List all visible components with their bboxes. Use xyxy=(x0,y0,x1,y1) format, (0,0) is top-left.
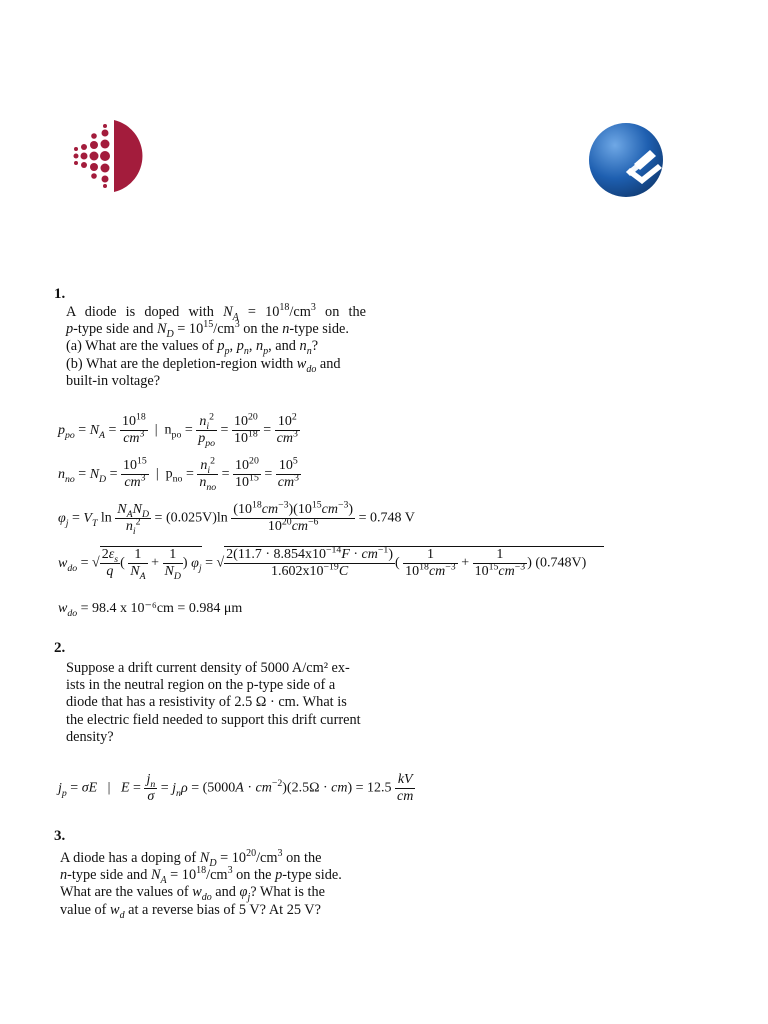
equation-built-in-voltage: $\varphi_j = V_T$ ln $\frac{N_AN_D}{n_i^2}$ = (0.025V)ln $\frac{(10^{18}cm^{-3})(10^{15}cm^{-3})}{10^{20}cm^{-6}}$ = 0.748 V xyxy=(58,499,415,537)
equation-electric-field: $j_p = \sigma E$ | E = $\frac{j_n}{\sigma}$ = $j_n\rho = (5000A \cdot cm^{-2})(2.5\Omega \cdot cm) = 12.5$ $\frac{kV}{cm}$ xyxy=(58,772,414,804)
problem-2-text xyxy=(66,660,368,746)
institution-globe-logo xyxy=(586,120,670,200)
problem-1-text: A diode is doped with $N_A = 10^{18}/cm^3$ on the p-type side and $N_D = 10^{15}/cm^3$ on the n-type side. (a) What are the values of $p_p$, $p_n$, $n_p$, and $n_n$? (b) What are the depletion-region width $w_{do}$ and built-in voltage? xyxy=(66,302,366,389)
university-logo xyxy=(72,118,156,194)
equation-wdo-result: $w_{do} = 98.4$ x 10⁻⁶cm = 0.984 μm xyxy=(58,601,243,619)
problem-2-line: ists in the neutral region on the p-type side of a xyxy=(66,677,336,694)
problem-1-number: 1. xyxy=(54,286,66,302)
problem-2-line: the electric field needed to support this drift current xyxy=(66,711,361,728)
equation-ppo: $p_{po} = N_A$ = $\frac{10^{18}}{cm^3}$ | $n_{po}$ = $\frac{n_i^2}{p_{po}}$ = $\frac{10^{20}}{10^{18}}$ = $\frac{10^2}{cm^3}$ xyxy=(58,411,298,449)
problem-2-line: diode that has a resistivity of 2.5 Ω · cm. What is xyxy=(66,694,347,711)
problem-3-text: A diode has a doping of $N_D = 10^{20}/cm^3$ on the n-type side and $N_A = 10^{18}/cm^3$ on the p-type side. What are the values of $w_{do}$ and $\varphi_j$? What is the value of $w_d$ at a reverse bias of 5 V? At 25 V? xyxy=(60,848,342,921)
problem-2-line: Suppose a drift current density of 5000 A/cm² ex- xyxy=(66,660,350,676)
problem-2-line: density? xyxy=(66,728,114,745)
problem-2-number: 2. xyxy=(54,640,66,656)
problem-3-number: 3. xyxy=(54,828,66,844)
equation-depletion-width: $w_{do}$ = √ $\frac{2\varepsilon_s}{q}$ ( $\frac{1}{N_A}$ + $\frac{1}{N_D}$ ) $\varphi_j$ = √ $\frac{2(11.7 \cdot 8.854x10^{-14}F \cdot cm^{-1})}{1.602x10^{-19}C}$ ( $\frac{1}{10^{18}cm^{-3}}$ + $\frac{1}{10^{15}cm^{-3}}$ ) (0.748V) xyxy=(58,546,604,580)
equation-nno: $n_{no} = N_D$ = $\frac{10^{15}}{cm^3}$ | $p_{no}$ = $\frac{n_i^2}{n_{no}}$ = $\frac{10^{20}}{10^{15}}$ = $\frac{10^5}{cm^3}$ xyxy=(58,455,299,493)
